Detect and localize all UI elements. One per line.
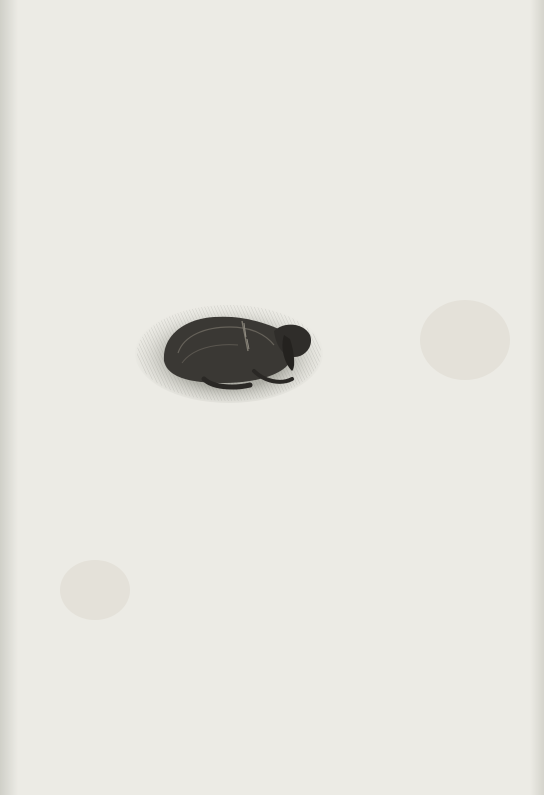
setter-illustration: [134, 291, 324, 405]
paper-stain: [420, 300, 510, 380]
paper-stain: [60, 560, 130, 620]
